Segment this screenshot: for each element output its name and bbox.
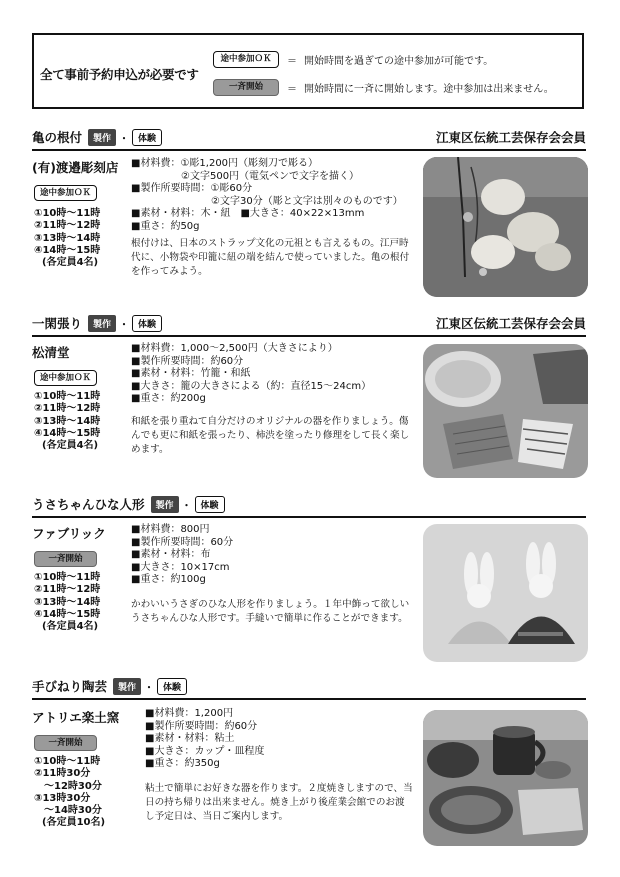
badge-join-midway: 途中参加ＯＫ: [34, 185, 97, 201]
detail-line: ■材料費：1,000～2,500円（大きさにより）: [131, 343, 338, 354]
tag-separator: ・: [181, 500, 192, 512]
photo-tebineri-tougei: [423, 710, 588, 846]
details: [131, 158, 403, 233]
time-slot: ②11時～12時: [34, 584, 101, 596]
section-title: [32, 128, 162, 146]
tag-separator: ・: [144, 682, 155, 694]
tag-make: 製作: [88, 315, 116, 332]
description: かわいいうさぎのひな人形を作りましょう。１年中飾って欲しいうさちゃんひな人形です。手縫いで簡単に作ることができます。: [131, 599, 410, 624]
detail-line: ■製作所要時間：60分: [131, 536, 234, 548]
detail-line: ■重さ：約50g: [131, 220, 200, 232]
badge-join-midway: 途中参加ＯＫ: [34, 370, 97, 386]
tag-experience: 体験: [132, 315, 162, 332]
reservation-notice: [32, 33, 584, 109]
tag-separator: ・: [119, 133, 130, 145]
detail-line: ■重さ：約200g: [131, 393, 206, 404]
detail-line: ■製作所要時間：約60分: [145, 720, 258, 732]
detail-line: ■材料費：800円: [131, 524, 210, 535]
photo-ikkanbari: [423, 344, 588, 478]
notice-text-start: 開始時間に一斉に開始します。途中参加は出来ません。: [304, 84, 554, 95]
description: 粘土で簡単にお好きな器を作ります。２度焼きしますので、当日の持ち帰りは出来ません。焼き上がり後産業会館でのお渡し予定日は、当日ご案内します。: [145, 783, 413, 822]
badge-simultaneous-start: 一斉開始: [34, 735, 97, 751]
detail-line: ■製作所要時間：約60分: [131, 355, 244, 367]
time-slot: ②11時～12時: [34, 220, 101, 232]
section-tebineri-tougei: [32, 676, 586, 846]
time-slot: ①10時～11時: [34, 391, 101, 402]
detail-line: ■素材・材料：竹籠・和紙: [131, 368, 251, 379]
detail-line: ②文字500円（電気ペンで文字を描く）: [131, 170, 360, 182]
section-title: [32, 314, 162, 332]
tag-experience: 体験: [157, 678, 187, 695]
capacity: (各定員10名): [42, 817, 106, 829]
section-header: [32, 313, 586, 337]
time-slot: ①10時～11時: [34, 208, 101, 219]
section-organizer: 江東区伝統工芸保存会会員: [435, 130, 586, 145]
section-ikkanbari: [32, 313, 586, 475]
time-slot: ①10時～11時: [34, 756, 101, 767]
detail-line: ■素材・材料：粘土: [145, 733, 235, 744]
detail-line: ■大きさ：籠の大きさによる（約：直径15～24cm）: [131, 380, 372, 392]
time-slot: ①10時～11時: [34, 572, 101, 583]
time-slot: ～14時30分: [34, 805, 102, 817]
detail-line: ■重さ：約100g: [131, 574, 206, 585]
time-slot: ③13時～14時: [34, 232, 101, 244]
time-slot: ④14時～15時: [34, 427, 101, 439]
details: [131, 524, 233, 587]
time-slots: [34, 756, 105, 830]
capacity: (各定員4名): [42, 440, 99, 452]
tag-experience: 体験: [132, 129, 162, 146]
notice-row-start: [213, 79, 554, 96]
tag-separator: ・: [119, 319, 130, 331]
equals-sign: ＝: [287, 56, 297, 67]
detail-line: ■大きさ：10×17cm: [131, 561, 230, 573]
section-header: [32, 676, 586, 700]
badge-join-midway: 途中参加ＯＫ: [213, 51, 279, 68]
time-slots: [34, 208, 100, 269]
time-slot: ④14時～15時: [34, 244, 101, 256]
section-title: [32, 677, 187, 695]
detail-line: ■材料費：①彫1,200円（彫刻刀で彫る）: [131, 158, 319, 169]
detail-line: ■材料費：1,200円: [145, 708, 234, 719]
description: 根付けは、日本のストラップ文化の元祖とも言えるもの。江戸時代に、小物袋や印籠に紐の端を結んで使っていました。亀の根付を作ってみよう。: [131, 238, 410, 277]
notice-text-ok: 開始時間を過ぎての途中参加が可能です。: [304, 56, 494, 67]
detail-line: ■素材・材料：木・紐 ■大きさ：40×22×13mm: [131, 208, 365, 219]
time-slot: ②11時～12時: [34, 403, 101, 415]
detail-line: ■製作所要時間：①彫60分: [131, 183, 253, 194]
detail-line: ■素材・材料：布: [131, 549, 211, 560]
section-kame-netsuke: [32, 127, 586, 297]
section-title-text: うさちゃんひな人形: [32, 497, 145, 512]
section-title-text: 亀の根付: [32, 130, 83, 145]
description: 和紙を張り重ねて自分だけのオリジナルの器を作りましょう。傷んでも更に和紙を張ったり、柿渋を塗ったり修理をして長く楽しめます。: [131, 416, 410, 455]
section-header: [32, 494, 586, 518]
time-slot: ③13時～14時: [34, 415, 101, 427]
section-header: [32, 127, 586, 151]
time-slot: ③13時～14時: [34, 596, 101, 608]
section-title: [32, 495, 225, 513]
tag-make: 製作: [88, 129, 116, 146]
detail-line: ■大きさ：カップ・皿程度: [145, 745, 265, 757]
notice-title: 全て事前予約申込が必要です: [40, 67, 199, 82]
time-slot: ③13時30分: [34, 792, 91, 804]
vendor-name: (有)渡邉彫刻店: [32, 160, 119, 175]
tag-make: 製作: [113, 678, 141, 695]
section-usa-hina: [32, 494, 586, 664]
time-slots: [34, 391, 100, 452]
time-slot: ④14時～15時: [34, 608, 101, 620]
details: [131, 343, 371, 406]
vendor-name: 松清堂: [32, 345, 70, 360]
photo-usa-hina: [423, 524, 588, 662]
details: [145, 708, 264, 771]
equals-sign: ＝: [287, 84, 297, 95]
detail-line: ②文字30分（彫と文字は別々のものです）: [131, 195, 403, 207]
capacity: (各定員4名): [42, 257, 99, 269]
capacity: (各定員4名): [42, 621, 99, 633]
time-slot: ～12時30分: [34, 780, 102, 792]
section-organizer: 江東区伝統工芸保存会会員: [435, 316, 586, 331]
section-title-text: 一閑張り: [32, 316, 83, 331]
tag-make: 製作: [151, 496, 179, 513]
time-slots: [34, 572, 100, 633]
badge-simultaneous-start: 一斉開始: [34, 551, 97, 567]
photo-kame-netsuke: [423, 157, 588, 297]
notice-row-ok: [213, 51, 493, 68]
detail-line: ■重さ：約350g: [145, 758, 220, 769]
section-title-text: 手びねり陶芸: [32, 679, 108, 694]
time-slot: ②11時30分: [34, 768, 91, 780]
tag-experience: 体験: [195, 496, 225, 513]
vendor-name: アトリエ楽土窯: [32, 710, 120, 725]
badge-simultaneous-start: 一斉開始: [213, 79, 279, 96]
vendor-name: ファブリック: [32, 526, 106, 541]
